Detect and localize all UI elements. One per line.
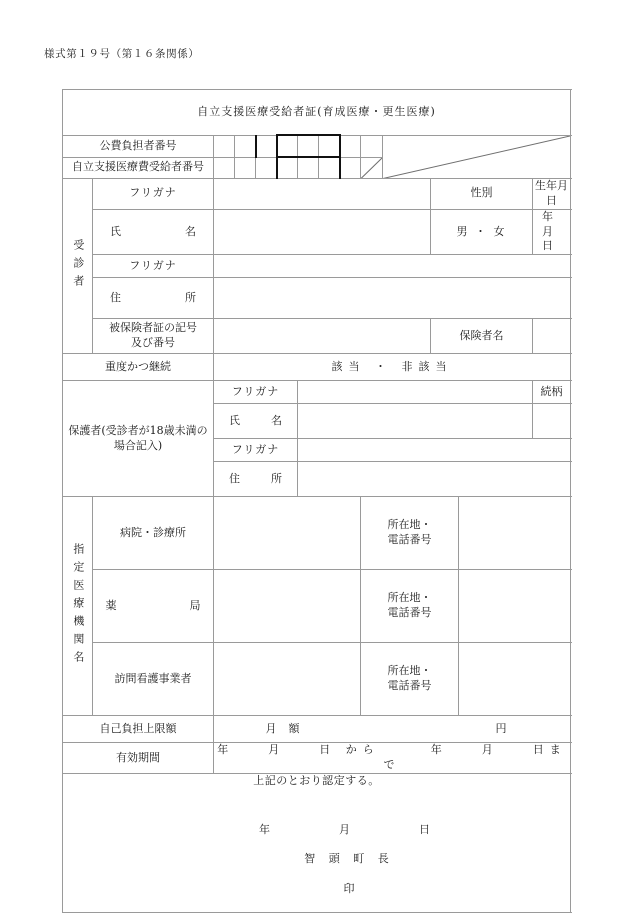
recipient-digit-8[interactable]: [361, 157, 383, 179]
copay-limit-label: 自己負担上限額: [63, 716, 214, 743]
patient-furigana-label: フリガナ: [93, 179, 214, 210]
severe-continuous-label: 重度かつ継続: [63, 354, 214, 381]
guardian-name-field[interactable]: [298, 404, 533, 439]
recipient-number-label: 自立支援医療費受給者番号: [63, 157, 214, 179]
public-expense-number-row: [63, 135, 571, 157]
certification-signature-line: [63, 808, 570, 912]
guardian-furigana-label: フリガナ: [214, 381, 298, 404]
validity-period-label: 有効期間: [63, 743, 214, 774]
patient-furigana-field[interactable]: [214, 179, 431, 210]
institution-location-field-2[interactable]: [459, 643, 571, 716]
recipient-digit-1[interactable]: [214, 157, 235, 179]
guardian-relationship-field[interactable]: [533, 404, 571, 439]
insurance-symbol-label-line2: 及び番号: [131, 336, 175, 350]
public-expense-digit-1[interactable]: [214, 135, 235, 157]
guardian-section-label: 保護者(受診者が18歳未満の場合記入): [63, 381, 214, 497]
certification-date-fields[interactable]: 年 月 日: [258, 822, 439, 836]
recipient-digit-6[interactable]: [319, 157, 340, 179]
form-number: 様式第１９号（第１６条関係）: [44, 48, 200, 60]
institution-location-label-1-line2: 電話番号: [387, 606, 432, 620]
patient-name-row: [63, 209, 571, 255]
public-expense-digit-3[interactable]: [256, 135, 277, 157]
public-expense-digit-5[interactable]: [298, 135, 319, 157]
recipient-digit-3[interactable]: [256, 157, 277, 179]
public-expense-digit-6[interactable]: [319, 135, 340, 157]
institution-nursing-row: [63, 643, 571, 716]
patient-address-field[interactable]: [214, 278, 571, 319]
recipient-digit-7[interactable]: [340, 157, 361, 179]
birthdate-header: 生年月日: [533, 179, 571, 210]
guardian-address-furigana-label: フリガナ: [214, 439, 298, 462]
seal-mark: 印: [343, 881, 355, 895]
patient-name-field[interactable]: [214, 209, 431, 255]
recipient-digit-4[interactable]: [277, 157, 298, 179]
institution-type-label-0: 病院・診療所: [93, 497, 214, 570]
institution-name-field-2[interactable]: [214, 643, 361, 716]
copay-limit-row: [63, 716, 571, 743]
patient-address-furigana-field[interactable]: [214, 255, 571, 278]
public-expense-digit-2[interactable]: [235, 135, 256, 157]
certification-text: 上記のとおり認定する。: [253, 773, 380, 787]
institution-name-field-0[interactable]: [214, 497, 361, 570]
birthdate-field[interactable]: 年 月 日: [533, 209, 571, 255]
issuer-name: 智 頭 町 長: [304, 852, 394, 866]
institution-location-label-2: [361, 643, 459, 716]
public-expense-digit-4[interactable]: [277, 135, 298, 157]
public-expense-number-label: 公費負担者番号: [63, 135, 214, 157]
page-title: 自立支援医療受給者証(育成医療・更生医療): [63, 90, 571, 136]
recipient-digit-2[interactable]: [235, 157, 256, 179]
number-rows-diagonal-area: [383, 135, 571, 179]
institution-location-field-0[interactable]: [459, 497, 571, 570]
patient-address-row: [63, 278, 571, 319]
institution-location-label-2-line2: 電話番号: [387, 679, 432, 693]
patient-address-label: 住 所: [93, 278, 214, 319]
certification-row: [63, 773, 571, 912]
public-expense-digit-7[interactable]: [340, 135, 361, 157]
insurance-symbol-label-line1: 被保険者証の記号: [109, 321, 197, 335]
insurance-symbol-label: [93, 319, 214, 354]
institution-location-label-1: [361, 570, 459, 643]
guardian-furigana-row: [63, 381, 571, 404]
institution-location-label-0: [361, 497, 459, 570]
guardian-name-label: 氏 名: [214, 404, 298, 439]
institution-location-label-2-line1: 所在地・: [387, 664, 432, 678]
gender-header: 性別: [431, 179, 533, 210]
guardian-address-furigana-field[interactable]: [298, 439, 571, 462]
institution-section-vertical-label: 指定医療機関名: [63, 497, 93, 716]
institution-type-label-2: 訪問看護事業者: [93, 643, 214, 716]
insurer-name-field[interactable]: [533, 319, 571, 354]
guardian-address-label: 住 所: [214, 462, 298, 497]
patient-address-furigana-label: フリガナ: [93, 255, 214, 278]
validity-period-row: [63, 743, 571, 774]
public-expense-digit-8[interactable]: [361, 135, 383, 157]
recipient-digit-5[interactable]: [298, 157, 319, 179]
certificate-table: [62, 89, 599, 913]
guardian-relationship-label: 続柄: [533, 381, 571, 404]
insurer-name-label: 保険者名: [431, 319, 533, 354]
patient-furigana-row: [63, 179, 571, 210]
insurance-symbol-field[interactable]: [214, 319, 431, 354]
severe-continuous-options[interactable]: 該当 ・ 非該当: [214, 354, 571, 381]
guardian-furigana-field[interactable]: [298, 381, 533, 404]
gender-options[interactable]: 男 ・ 女: [431, 209, 533, 255]
patient-name-label: 氏 名: [93, 209, 214, 255]
severe-continuous-row: [63, 354, 571, 381]
institution-hospital-row: [63, 497, 571, 570]
patient-section-vertical-label: 受診者: [63, 179, 93, 354]
institution-type-label-1: 薬 局: [93, 570, 214, 643]
institution-pharmacy-row: [63, 570, 571, 643]
patient-insurance-row: [63, 319, 571, 354]
institution-location-field-1[interactable]: [459, 570, 571, 643]
institution-name-field-1[interactable]: [214, 570, 361, 643]
patient-address-furigana-row: [63, 255, 571, 278]
guardian-address-field[interactable]: [298, 462, 571, 497]
institution-location-label-0-line2: 電話番号: [387, 533, 432, 547]
title-row: [63, 90, 571, 136]
certification-block: [63, 773, 571, 912]
institution-location-label-0-line1: 所在地・: [387, 518, 432, 532]
copay-limit-value[interactable]: 月額 円: [214, 716, 571, 743]
institution-location-label-1-line1: 所在地・: [387, 591, 432, 605]
validity-period-value[interactable]: 年 月 日 から 年 月 日まで: [214, 743, 571, 774]
